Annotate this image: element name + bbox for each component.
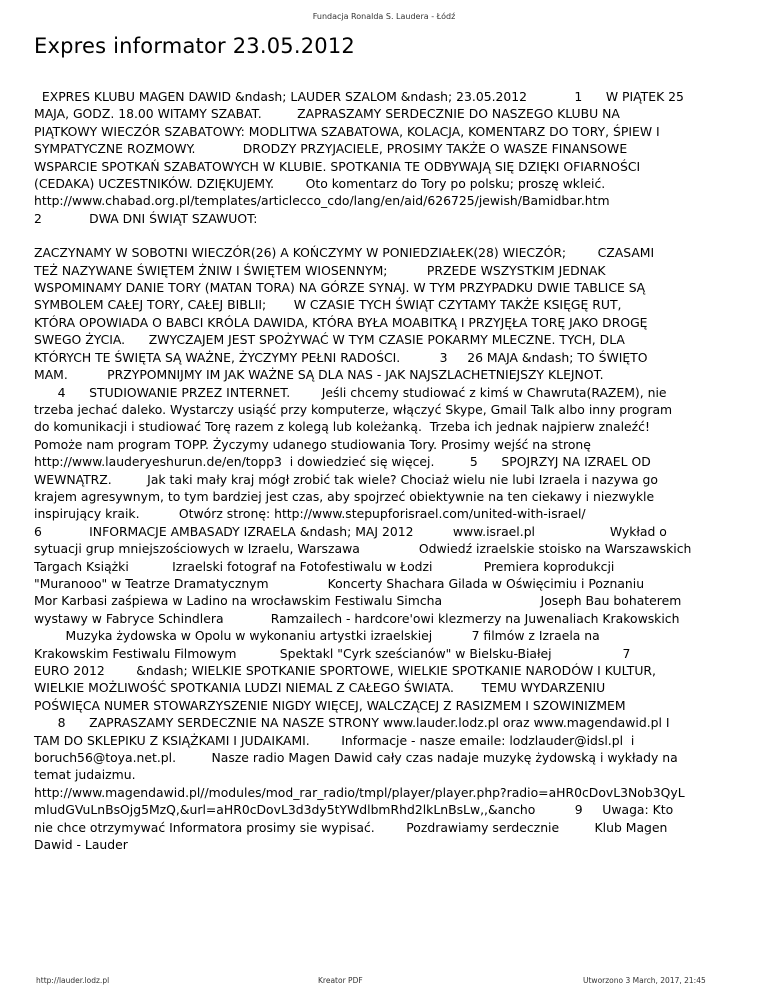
page-header: Fundacja Ronalda S. Laudera - Łódź	[312, 12, 456, 21]
article-paragraph-2: ZACZYNAMY W SOBOTNI WIECZÓR(26) A KOŃCZYMY W PONIEDZIAŁEK(28) WIECZÓR; CZASAMI TEŻ NAZYWANE ŚWIĘTEM ŻNIW I ŚWIĘTEM WIOSENNYM; PRZEDE WSZYSTKIM JEDNAK WSPOMINAMY DANIE TORY (MATAN TORA) NA GÓRZE SYNAJ. W TYM PRZYPADKU DWIE TABLICE SĄ SYMBOLEM CAŁEJ TORY, CAŁEJ BIBLII; W CZASIE TYCH ŚWIĄT CZYTAMY TAKŻE KSIĘGĘ RUT, KTÓRA OPOWIADA O BABCI KRÓLA DAWIDA, KTÓRA BYŁA MOABITKĄ I PRZYJĘŁA TORĘ JAKO DROGĘ SWEGO ŻYCIA. ZWYCZAJEM JEST SPOŻYWAĆ W TYM CZASIE POKARMY MLECZNE. TYCH, DLA KTÓRYCH TE ŚWIĘTA SĄ WAŻNE, ŻYCZYMY PEŁNI RADOŚCI. 3 26 MAJA &ndash; TO ŚWIĘTO MAM. PRZYPOMNIJMY IM JAK WAŻNE SĄ DLA NAS - JAK NAJSZLACHETNIEJSZY KLEJNOT. 4 STUDIOWANIE PRZEZ INTERNET. Jeśli chcemy studiować z kimś w Chawruta(RAZEM), nie trzeba jechać daleko. Wystarczy usiąść przy komputerze, włączyć Skype, Gmail Talk albo inny program do komunikacji i studiować Torę razem z kolegą lub koleżanką. Trzeba ich jednak najpierw znaleźć! Pomoże nam program TOPP. Życzymy udanego studiowania Tory. Prosimy wejść na stronę http://www.lauderyeshurun.de/en/topp3 i dowiedzieć się więcej. 5 SPOJRZYJ NA IZRAEL OD WEWNĄTRZ. Jak taki mały kraj mógł zrobić tak wiele? Chociaż wielu nie lubi Izraela i nazywa go krajem agresywnym, to tym bardziej jest czas, aby spojrzeć obiektywnie na ten ciekawy i niezwykle inspirujący kraik. Otwórz stronę: http://www.stepupforisrael.com/united-with-israel/ 6 INFORMACJE AMBASADY IZRAELA &ndash; MAJ 2012 www.israel.pl Wykład o sytuacji grup mniejszościowych w Izraelu, Warszawa Odwiedź izraelskie stoisko na Warszawskich Targach Książki Izraelski fotograf na Fotofestiwalu w Łodzi Premiera koprodukcji "Muranooo" w Teatrze Dramatycznym Koncerty Shachara Gilada w Oświęcimiu i Poznaniu Mor Karbasi zaśpiewa w Ladino na wrocławskim Festiwalu Simcha Joseph Bau bohaterem wystawy w Fabryce Schindlera Ramzailech - hardcore'owi klezmerzy na Juwenaliach Krakowskich Muzyka żydowska w Opolu w wykonaniu artystki izraelskiej 7 filmów z Izraela na Krakowskim Festiwalu Filmowym Spektakl "Cyrk sześcianów" w Bielsku-Białej 7 EURO 2012 &ndash; WIELKIE SPOTKANIE SPORTOWE, WIELKIE SPOTKANIE NARODÓW I KULTUR, WIELKIE MOŻLIWOŚĆ SPOTKANIA LUDZI NIEMAL Z CAŁEGO ŚWIATA. TEMU WYDARZENIU POŚWIĘCA NUMER STOWARZYSZENIE NIGDY WIĘCEJ, WALCZĄCEJ Z RASIZMEM I SZOWINIZMEM 8 ZAPRASZAMY SERDECZNIE NA NASZE STRONY www.lauder.lodz.pl oraz www.magendawid.pl I TAM DO SKLEPIKU Z KSIĄŻKAMI I JUDAIKAMI. Informacje - nasze emaile: lodzlauder@idsl.pl i boruch56@toya.net.pl. Nasze radio Magen Dawid cały czas nadaje muzykę żydowską i wykłady na temat judaizmu. http://www.magendawid.pl//modules/mod_rar_radio/tmpl/player/player.php?radio=aHR0cDovL3Nob3QyL mludGVuLnBsOjg5MzQ,&url=aHR0cDovL3d3dy5tYWdlbmRhd2lkLnBsLw,,&ancho 9 Uwaga: Kto nie chce otrzymywać Informatora prosimy sie wypisać. Pozdrawiamy serdecznie Klub Magen Dawid - Lauder	[34, 245, 692, 853]
page-footer	[0, 976, 768, 988]
footer-created-date: Utworzono 3 March, 2017, 21:45	[583, 976, 706, 985]
article-body	[34, 88, 740, 853]
article-paragraph-1: EXPRES KLUBU MAGEN DAWID &ndash; LAUDER SZALOM &ndash; 23.05.2012 1 W PIĄTEK 25 MAJA, GODZ. 18.00 WITAMY SZABAT. ZAPRASZAMY SERDECZNIE DO NASZEGO KLUBU NA PIĄTKOWY WIECZÓR SZABATOWY: MODLITWA SZABATOWA, KOLACJA, KOMENTARZ DO TORY, ŚPIEW I SYMPATYCZNE ROZMOWY. DRODZY PRZYJACIELE, PROSIMY TAKŻE O WASZE FINANSOWE WSPARCIE SPOTKAŃ SZABATOWYCH W KLUBIE. SPOTKANIA TE ODBYWAJĄ SIĘ DZIĘKI OFIARNOŚCI (CEDAKA) UCZESTNIKÓW. DZIĘKUJEMY. Oto komentarz do Tory po polsku; proszę wkleić. http://www.chabad.org.pl/templates/articlecco_cdo/lang/en/aid/626725/jewish/Bamidbar.htm 2 DWA DNI ŚWIĄT SZAWUOT:	[34, 89, 684, 226]
footer-url: http://lauder.lodz.pl	[36, 976, 110, 985]
page-title: Expres informator 23.05.2012	[34, 34, 355, 58]
footer-creator: Kreator PDF	[318, 976, 363, 985]
